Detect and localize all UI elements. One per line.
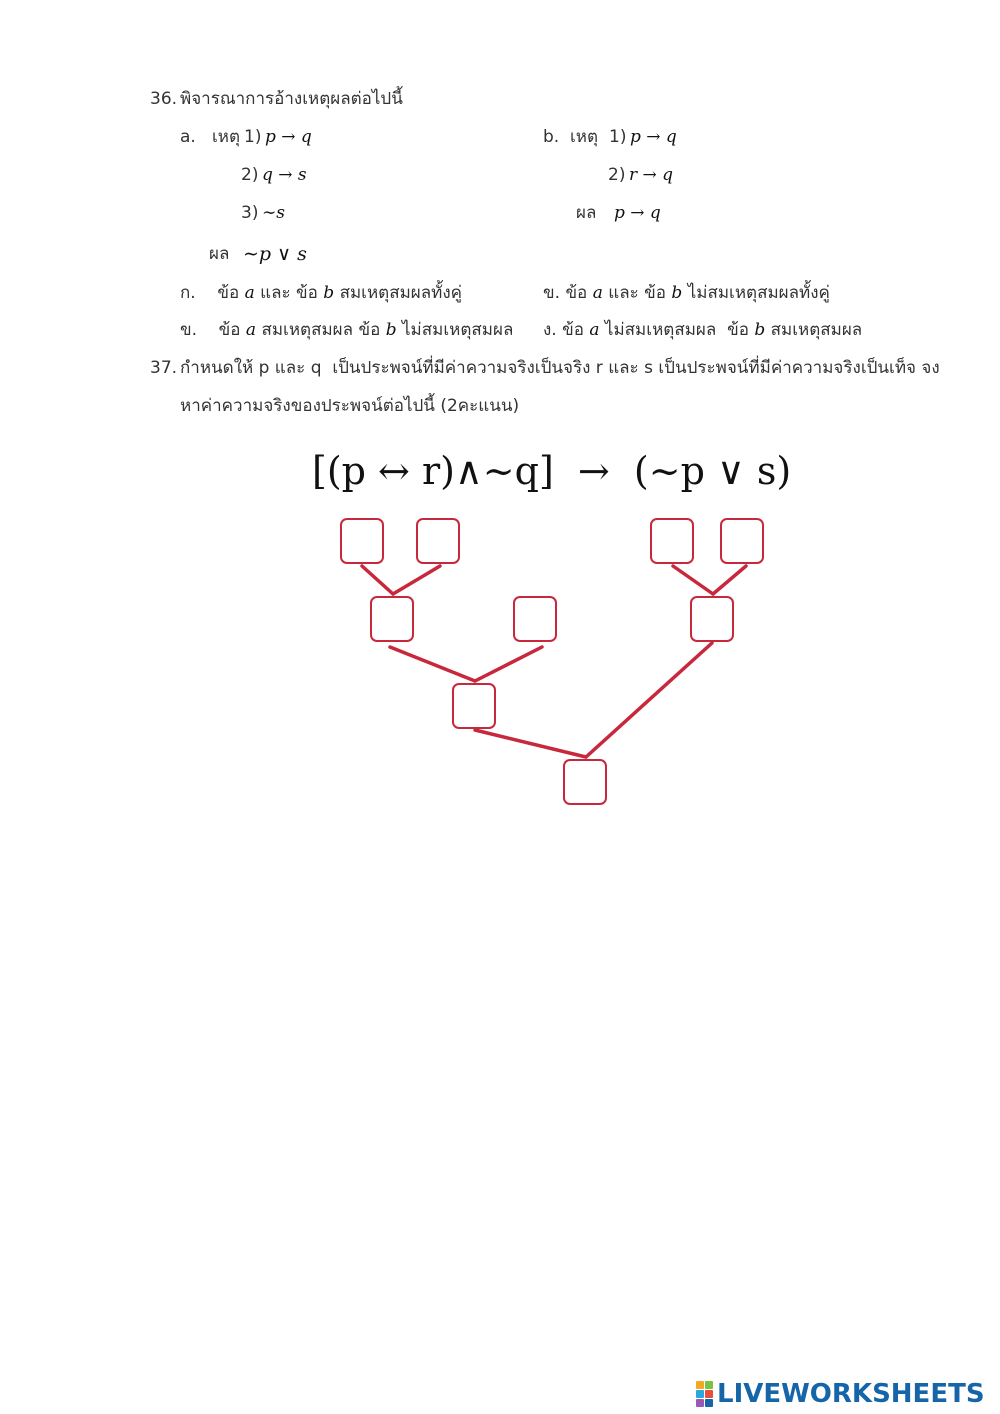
choice-text: สมเหตุสมผล ข้อ: [261, 320, 381, 340]
answer-box-p[interactable]: [340, 518, 384, 564]
arg-a-premise-word: เหตุ: [212, 127, 241, 147]
choice-label: ข.: [543, 283, 561, 303]
choice-var-b: b: [385, 320, 397, 340]
answer-box-conjunction[interactable]: [452, 683, 496, 729]
answer-box-not-q[interactable]: [513, 596, 557, 642]
tree-line-s-to-or: [713, 566, 746, 594]
choice-text: ข้อ: [217, 283, 240, 303]
arg-a-p2-num: 2): [241, 165, 259, 185]
choice-var-a: a: [592, 283, 603, 303]
choice-var-a: a: [245, 320, 257, 340]
answer-box-disjunction[interactable]: [690, 596, 734, 642]
answer-box-implication[interactable]: [563, 759, 607, 805]
arg-a-conclusion-word: ผล: [209, 244, 230, 264]
tree-line-and-to-implies: [475, 730, 586, 757]
tree-line-r-to-bicond: [393, 566, 440, 594]
q36-number: 36.: [150, 89, 178, 109]
tree-line-notp-to-or: [673, 566, 713, 594]
choice-var-a: a: [244, 283, 255, 303]
arg-b-premise-1: p → q: [630, 127, 677, 147]
liveworksheets-logo: [696, 1374, 985, 1414]
q37-formula: [(p ↔ r)∧∼q] → (∼p ∨ s): [312, 449, 792, 493]
arg-b-premise-2: r → q: [629, 165, 674, 185]
choice-text: สมเหตุสมผลทั้งคู่: [339, 283, 463, 303]
q37-number: 37.: [150, 358, 178, 378]
choice-var-b: b: [671, 283, 683, 303]
choice-text: และ ข้อ: [608, 283, 666, 303]
answer-box-not-p[interactable]: [650, 518, 694, 564]
q36-prompt: พิจารณาการอ้างเหตุผลต่อไปนี้: [180, 89, 403, 109]
choice-label: ข.: [180, 320, 198, 340]
arg-a-p3-num: 3): [241, 203, 259, 223]
q37-line-1: กำหนดให้ p และ q เป็นประพจน์ที่มีค่าความจริงเป็นจริง r และ s เป็นประพจน์ที่มีค่าความจริงเป็นเท็จ จง: [180, 358, 940, 378]
choice-text: ข้อ: [565, 283, 588, 303]
choice-var-b: b: [754, 320, 766, 340]
choice-text: ข้อ: [562, 320, 584, 340]
choice-text: ไม่สมเหตุสมผลทั้งคู่: [687, 283, 830, 303]
choice-var-b: b: [323, 283, 335, 303]
choice-var-a: a: [589, 320, 600, 340]
tree-line-or-to-implies: [586, 643, 712, 757]
logo-mark-icon: [696, 1381, 713, 1407]
arg-a-conclusion: ∼p ∨ s: [243, 243, 307, 265]
arg-a-premise-3: ∼s: [262, 203, 285, 223]
arg-a-p1-num: 1): [244, 127, 262, 147]
choice-label: ก.: [180, 283, 196, 303]
answer-box-r[interactable]: [416, 518, 460, 564]
arg-b-premise-word: เหตุ: [570, 127, 599, 147]
q37-line-2: หาค่าความจริงของประพจน์ต่อไปนี้ (2คะแนน): [180, 396, 520, 416]
arg-b-label: b.: [543, 127, 560, 147]
choice-text: สมเหตุสมผล: [770, 320, 863, 340]
answer-box-biconditional[interactable]: [370, 596, 414, 642]
choice-text: ข้อ: [218, 320, 241, 340]
answer-box-s[interactable]: [720, 518, 764, 564]
logo-text: LIVEWORKSHEETS: [717, 1379, 985, 1409]
arg-b-p2-num: 2): [608, 165, 626, 185]
arg-a-label: a.: [180, 127, 196, 147]
arg-a-premise-2: q → s: [262, 165, 307, 185]
arg-b-p1-num: 1): [609, 127, 627, 147]
choice-text: ไม่สมเหตุสมผล: [402, 320, 514, 340]
tree-line-p-to-bicond: [362, 566, 393, 594]
tree-line-notq-to-and: [475, 647, 542, 681]
arg-a-premise-1: p → q: [265, 127, 312, 147]
choice-text: และ ข้อ: [260, 283, 318, 303]
choice-text: ไม่สมเหตุสมผล ข้อ: [604, 320, 749, 340]
arg-b-conclusion-word: ผล: [576, 203, 597, 223]
tree-line-bicond-to-and: [390, 647, 475, 681]
arg-b-conclusion: p → q: [614, 203, 661, 223]
choice-label: ง.: [543, 320, 557, 340]
